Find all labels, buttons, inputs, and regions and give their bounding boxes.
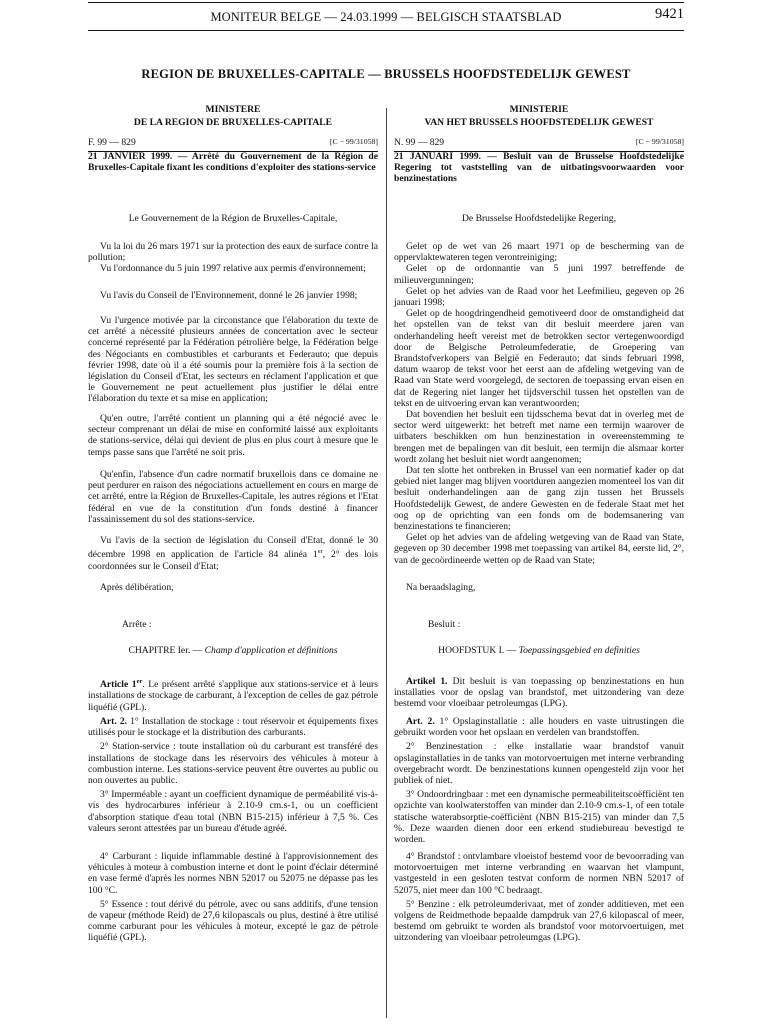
- nl-article1-block: [394, 676, 684, 710]
- fr-avis-etat: [88, 535, 378, 572]
- nl-def4-block: [394, 851, 684, 944]
- nl-ref-number: N. 99 — 829: [394, 137, 445, 148]
- nl-advies-raad-van-state: Gelet op het advies van de afdeling wetgeving van de Raad van State, gegeven op 30 december 1998 met toepassing van artikel 84, eerste lid, 2°, van de gecoördineerde wetten op de Raad van State;: [394, 532, 684, 566]
- nl-gov-line: De Brusselse Hoofdstedelijke Regering,: [462, 213, 616, 224]
- nl-chapter-title: Toepassingsgebied en definities: [518, 645, 640, 656]
- nl-normatief-kader: Dat ten slotte het ontbreken in Brussel van een normatief kader op dat gebied niet langer mag blijven voortduren aangezien momenteel los van dit besluit onderhandelingen aan de gang zijn tussen het Brussels Hoofdstedelijk Gewest, de andere Gewesten en de federale Staat met het oog op de oprichting van een fonds om de bodemsanering van benzinestations te financieren;: [394, 465, 684, 533]
- nl-ministry-line2: VAN HET BRUSSELS HOOFDSTEDELIJK GEWEST: [424, 116, 654, 128]
- fr-arrete: Arrête :: [122, 619, 152, 630]
- nl-art1-label: Artikel 1.: [406, 676, 448, 687]
- fr-urgence: Vu l'urgence motivée par la circonstance que l'élaboration du texte de cet arrêté a nécessité plusieurs années de concertation avec le secteur concerné représenté par la Fédération pétrolière belge, la Fédération belge des Négociants en combustibles et carburants et Federauto; que depuis février 1998, date où il a été soumis pour la première fois à la section de législation du Conseil d'Etat, les secteurs en réclament l'application et que le Gouvernement ne peut actuellement plus justifier le délai entre l'élaboration du texte et sa mise en application;: [88, 315, 378, 405]
- nl-article1: [394, 676, 684, 710]
- fr-avis-etat-sup: er: [317, 548, 323, 556]
- nl-def4: 4° Brandstof : ontvlambare vloeistof bestemd voor de bevoorrading van motorvoertuigen met interne verbranding en waarvan het vlampunt, vastgesteld in een gesloten testvat conform de normen NBN 52017 of 52075, niet meer dan 100 °C bedraagt.: [394, 851, 684, 896]
- nl-art2-text: 1° Opslaginstallatie : alle houders en vaste uitrustingen die gebruikt worden voor het opslaan en verdelen van brandstoffen.: [394, 716, 684, 739]
- fr-ref-code: [C − 99/31058]: [329, 137, 378, 146]
- fr-avis-etat-a: Vu l'avis de la section de législation du Conseil d'Etat, donné le 30 décembre 1998 en application de l'article 84 alinéa 1: [88, 535, 378, 561]
- nl-chapter-label: HOOFDSTUK I. —: [438, 645, 517, 656]
- fr-art2-text: 1° Installation de stockage : tout réservoir et équipements fixes utilisés pour le stockage et la distribution des carburants.: [88, 716, 378, 739]
- nl-article2: [394, 716, 684, 738]
- nl-hoogdringendheid: Gelet op de hoogdringendheid gemotiveerd door de omstandigheid dat het opstellen van de tekst van dit besluit meerdere jaren van onderhandeling heeft vereist met de betrokken sector vertegenwoordigd door de Belgische Petroleumfederatie, de Groepering van Brandstofverkopers van België en Federauto; dat sinds februari 1998, datum waarop de tekst voor het eerst aan de afdeling wetgeving van de Raad van State werd voorgelegd, de sectoren de toepassing ervan eisen en dat de Regering niet langer het tijdsverschil tussen het opstellen van de tekst en de uitvoering ervan kan verantwoorden;: [394, 308, 684, 409]
- fr-ministry-line1: MINISTERE: [205, 104, 261, 115]
- fr-deliberation-block: [88, 582, 378, 593]
- fr-decree-title: 21 JANVIER 1999. — Arrêté du Gouvernement de la Région de Bruxelles-Capitale fixant les conditions d'exploiter des stations-service: [88, 151, 378, 174]
- nl-besluit: Besluit :: [428, 619, 461, 630]
- nl-reference-line: [394, 137, 684, 149]
- fr-chapter-title: Champ d'application et définitions: [204, 645, 338, 656]
- fr-gov-block: [88, 213, 378, 224]
- fr-art1-sup: er: [136, 678, 143, 685]
- nl-gelet-block: [394, 241, 684, 566]
- nl-beraadslaging: Na beraadslaging,: [406, 582, 476, 593]
- fr-ref-number: F. 99 — 829: [88, 137, 136, 148]
- nl-ref-code: [C − 99/31058]: [635, 137, 684, 146]
- header-title: MONITEUR BELGE — 24.03.1999 — BELGISCH STAATSBLAD: [210, 10, 562, 24]
- nl-art2-label: Art. 2.: [406, 716, 435, 727]
- fr-def2: 2° Station-service : toute installation où du carburant est transféré des installations de stockage dans les réservoirs des véhicules à moteur à combustion interne. Les stations-service peuvent être ouvertes au public ou non ouvertes au public.: [88, 741, 378, 787]
- fr-vu-ordonnance: Vu l'ordonnance du 5 juin 1997 relative aux permis d'environnement;: [100, 263, 366, 275]
- nl-article2-block: [394, 716, 684, 845]
- fr-planning-block: [88, 413, 378, 458]
- fr-cadre-block: [88, 469, 378, 525]
- nl-tijdsschema: Dat bovendien het besluit een tijdsschema bevat dat in overleg met de sector werd uitgewerkt: het betreft met name een termijn waarover de uitbaters beschikken om hun benzinestation in overeenstemming te brengen met de bepalingen van dit besluit, een termijn die alsmaar korter wordt zolang het besluit niet wordt aangenomen;: [394, 409, 684, 465]
- dutch-column: [394, 104, 684, 1019]
- fr-vu-avis-block: [88, 290, 378, 301]
- nl-ministry-heading: [394, 104, 684, 129]
- fr-def5: 5° Essence : tout dérivé du pétrole, avec ou sans additifs, d'une tension de vapeur (méthode Reid) de 27,6 kilopascals ou plus, destiné à être utilisé comme carburant pour les véhicules à moteur, excepté le gaz de pétrole liquéfié (GPL).: [88, 898, 378, 944]
- fr-urgence-block: [88, 315, 378, 405]
- fr-cadre: Qu'enfin, l'absence d'un cadre normatif bruxellois dans ce domaine ne peut perdurer en raison des négociations actuellement en cours en marge de cet arrêté, entre la Région de Bruxelles-Capitale, les autres régions et l'Etat fédéral en vue de la constitution d'un fonds destiné à financer l'assainissement du sol des stations-service.: [88, 469, 378, 525]
- fr-ministry-line2: DE LA REGION DE BRUXELLES-CAPITALE: [133, 116, 333, 128]
- nl-gelet-advies-raad: Gelet op het advies van de Raad voor het Leefmilieu, gegeven op 26 januari 1998;: [394, 285, 684, 309]
- fr-def4: 4° Carburant : liquide inflammable destiné à l'approvisionnement des véhicules à moteur à combustion interne et dont le point d'éclair déterminé en vase fermé d'après les normes NBN 52017 ou 52075 ne dépasse pas les 100 °C.: [88, 851, 378, 896]
- nl-ministry-line1: MINISTERIE: [509, 104, 569, 115]
- nl-def5: 5° Benzine : elk petroleumderivaat, met of zonder additieven, met een volgens de Reidmethode bepaalde dampdruk van 27,6 kilopascal of meer, bestemd om gebruikt te worden als brandstof voor motorvoertuigen, met uitzondering van vloeibaar petroleumgas (LPG).: [394, 898, 684, 944]
- fr-art1-text: . Le présent arrêté s'applique aux stations-service et à leurs installations de stockage de carburant, à l'exception de celles de gaz pétrole liquéfié (GPL).: [88, 679, 378, 713]
- header-rule: [88, 30, 684, 31]
- fr-gov-line: Le Gouvernement de la Région de Bruxelles-Capitale,: [128, 213, 338, 224]
- fr-art2-label: Art. 2.: [100, 716, 128, 727]
- fr-article1: [88, 676, 378, 713]
- nl-beraadslaging-block: [394, 582, 684, 593]
- fr-avis-etat-block: [88, 535, 378, 572]
- fr-vu-law: Vu la loi du 26 mars 1971 sur la protection des eaux de surface contre la pollution;: [88, 241, 378, 264]
- nl-decree-title-block: [394, 151, 684, 185]
- fr-avis-etat-b: , 2° des lois coordonnées sur le Conseil d'Etat;: [88, 549, 378, 572]
- fr-article2: [88, 716, 378, 738]
- fr-def3: 3° Imperméable : ayant un coefficient dynamique de perméabilité vis-à-vis des hydrocarbures inférieur à 2.10-9 cm.s-1, ou un coefficient d'absorption statique d'eau total (NBN B15-215) inférieur à 7,5 %. Ces valeurs seront attestées par un bureau d'étude agréé.: [88, 789, 378, 834]
- fr-chapter-heading: [88, 645, 378, 656]
- nl-def2: 2° Benzinestation : elke installatie waar brandstof vanuit opslaginstallaties in de tanks van motorvoertuigen met interne verbranding overgebracht wordt. De benzinestations kunnen opengesteld zijn voor het publiek of niet.: [394, 741, 684, 787]
- fr-ministry-heading: [88, 104, 378, 129]
- fr-article1-block: [88, 676, 378, 713]
- fr-vu-avis-conseil: Vu l'avis du Conseil de l'Environnement, donné le 26 janvier 1998;: [100, 290, 358, 301]
- page-header: [88, 6, 684, 28]
- page-number: 9421: [655, 6, 684, 22]
- fr-def4-block: [88, 851, 378, 944]
- nl-gelet-wet: Gelet op de wet van 26 maart 1971 op de bescherming van de oppervlaktewateren tegen verontreiniging;: [394, 241, 684, 264]
- nl-besluit-block: [394, 619, 684, 630]
- region-title: REGION DE BRUXELLES-CAPITALE — BRUSSELS HOOFDSTEDELIJK GEWEST: [141, 67, 631, 81]
- fr-decree-title-block: [88, 151, 378, 173]
- fr-chapter-label: CHAPITRE Ier. —: [128, 645, 203, 656]
- fr-deliberation: Après délibération,: [100, 582, 174, 593]
- nl-def3: 3° Ondoordringbaar : met een dynamische permeabiliteitscoëfficiënt ten opzichte van koolwaterstoffen van minder dan 2.10-9 cm.s-1, of een totale statische waterabsorptie-coëfficiënt (NBN B15-215) van minder dan 7,5 %. Deze waarden dienen door een erkend studiebureau bevestigd te worden.: [394, 789, 684, 846]
- nl-gov-block: [394, 213, 684, 224]
- fr-planning: Qu'en outre, l'arrêté contient un planning qui a été négocié avec le secteur comprenant un délai de mise en conformité laissé aux exploitants de stations-service, délai qui devient de plus en plus court à mesure que le temps passe sans que l'arrêté ne soit pris.: [88, 413, 378, 458]
- fr-reference-line: [88, 137, 378, 149]
- fr-art1-label: Article 1: [100, 679, 137, 691]
- nl-art1-text: Dit besluit is van toepassing op benzinestations en hun installaties voor de opslag van brandstof, met uitzondering van deze bestemd voor vloeibaar petroleumgas (LPG).: [394, 676, 684, 710]
- nl-chapter-heading: [394, 645, 684, 656]
- nl-gelet-ordonnantie: Gelet op de ordonnantie van 5 juni 1997 betreffende de milieuvergunningen;: [394, 263, 684, 286]
- fr-vu-block: [88, 241, 378, 275]
- fr-arrete-block: [88, 619, 378, 630]
- header-top-rule: [88, 2, 684, 3]
- fr-article2-block: [88, 716, 378, 834]
- column-divider: [386, 108, 387, 1018]
- nl-decree-title: 21 JANUARI 1999. — Besluit van de Brusselse Hoofdstedelijke Regering tot vaststelling van de uitbatingsvoorwaarden voor benzinestations: [394, 151, 684, 185]
- french-column: [88, 104, 378, 1019]
